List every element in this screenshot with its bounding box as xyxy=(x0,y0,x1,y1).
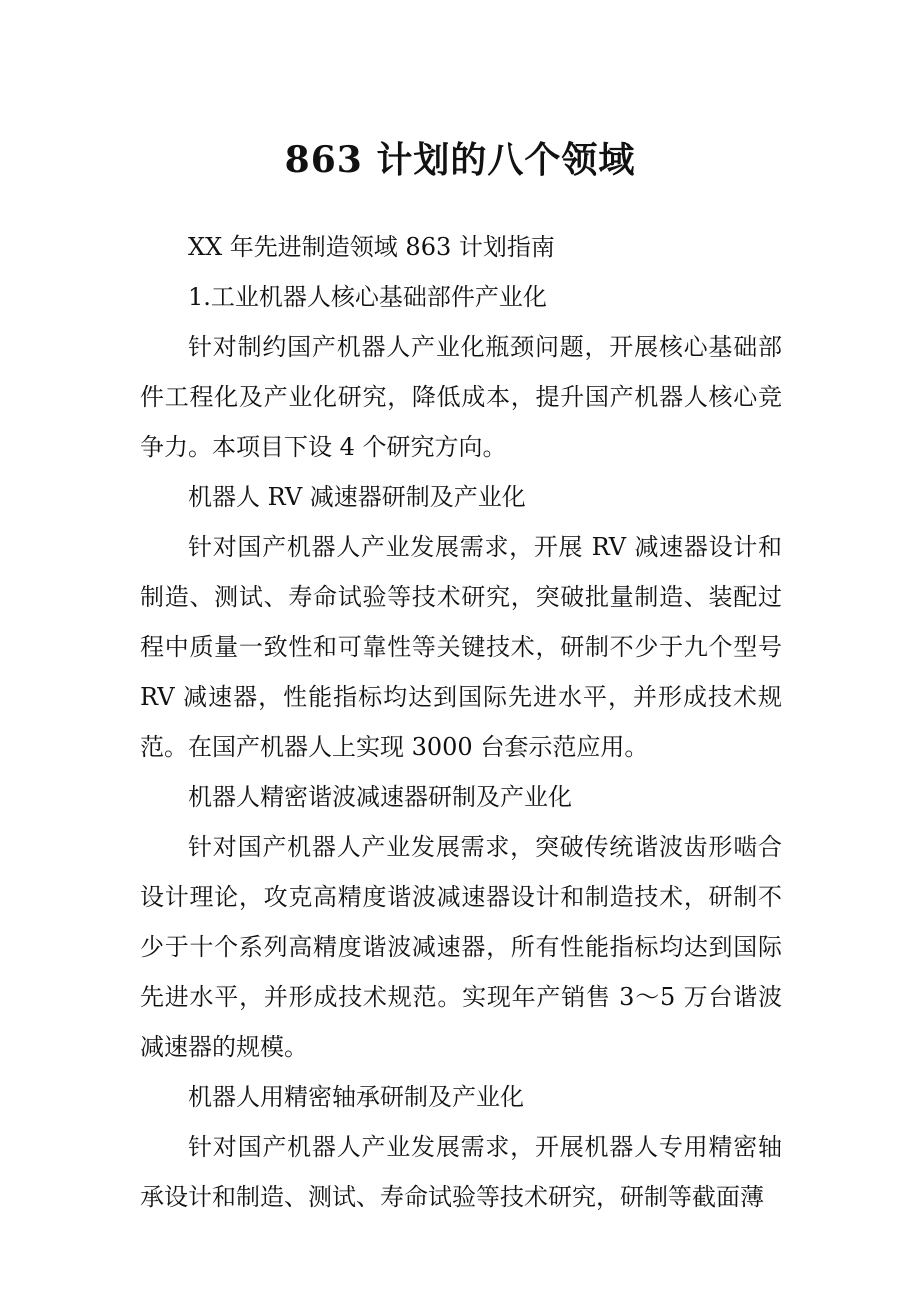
document-body xyxy=(140,222,782,1222)
section-heading-core-components: 1.工业机器人核心基础部件产业化 xyxy=(188,283,547,311)
section-heading-guide: XX 年先进制造领域 863 计划指南 xyxy=(188,233,555,261)
subheading-precision-bearing: 机器人用精密轴承研制及产业化 xyxy=(188,1083,524,1111)
paragraph-precision-bearing: 针对国产机器人产业发展需求，开展机器人专用精密轴承设计和制造、测试、寿命试验等技术研究，研制等截面薄 xyxy=(140,1133,782,1211)
paragraph-harmonic-reducer: 针对国产机器人产业发展需求，突破传统谐波齿形啮合设计理论，攻克高精度谐波减速器设计和制造技术，研制不少于十个系列高精度谐波减速器，所有性能指标均达到国际先进水平，并形成技术规范。实现年产销售 3～5 万台谐波减速器的规模。 xyxy=(140,833,782,1061)
subheading-harmonic-reducer: 机器人精密谐波减速器研制及产业化 xyxy=(188,783,572,811)
document-title: 863 计划的八个领域 xyxy=(284,139,636,182)
paragraph-rv-reducer: 针对国产机器人产业发展需求，开展 RV 减速器设计和制造、测试、寿命试验等技术研究，突破批量制造、装配过程中质量一致性和可靠性等关键技术，研制不少于九个型号 RV 减速器，性能指标均达到国际先进水平，并形成技术规范。在国产机器人上实现 3000 台套示范应用。 xyxy=(140,533,782,761)
paragraph-core-components: 针对制约国产机器人产业化瓶颈问题，开展核心基础部件工程化及产业化研究，降低成本，提升国产机器人核心竞争力。本项目下设 4 个研究方向。 xyxy=(140,333,782,461)
subheading-rv-reducer: 机器人 RV 减速器研制及产业化 xyxy=(188,483,526,511)
